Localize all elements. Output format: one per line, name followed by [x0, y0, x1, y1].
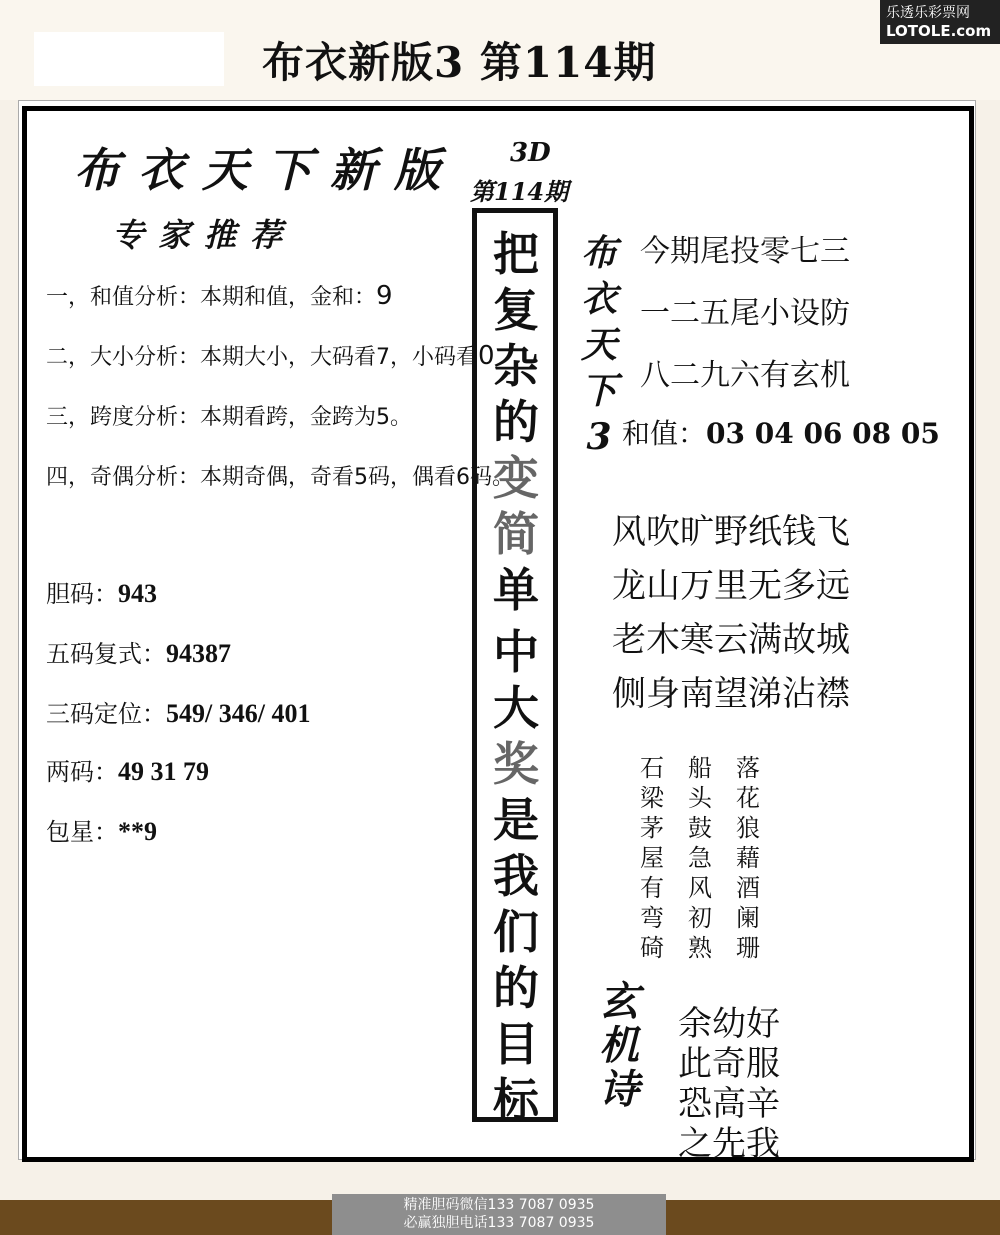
slogan-char: 变: [493, 451, 539, 505]
poem1-line: 一二五尾小设防: [640, 296, 850, 331]
buyi-char: 下: [580, 370, 617, 412]
grid-char: 落: [736, 754, 760, 782]
grid-char: 鼓: [688, 814, 712, 842]
grid-char: 碕: [640, 934, 664, 962]
slogan-char: 奖: [493, 737, 539, 791]
stat-value: 549/ 346/ 401: [166, 699, 311, 728]
analysis-text: 四，奇偶分析：本期奇偶，奇看5码，偶看6码。: [46, 465, 514, 490]
contact-phone: 必赢独胆电话133 7087 0935: [403, 1215, 595, 1231]
stat-value: **9: [118, 817, 157, 846]
poem2-line: 侧身南望涕沾襟: [612, 674, 850, 714]
grid-char: 有: [640, 874, 664, 902]
grid-char: 船: [688, 754, 712, 782]
grid-char: 酒: [736, 874, 760, 902]
poem1-line: 八二九六有玄机: [640, 358, 850, 393]
stat-value: 94387: [166, 639, 231, 668]
grid-row: [640, 898, 784, 932]
watermark-en: LOTOLE.com: [886, 22, 992, 40]
grid-char: 狼: [736, 814, 760, 842]
analysis-line-4: [46, 460, 514, 491]
buyi-char: 衣: [580, 278, 617, 320]
vertical-slogan: [486, 226, 546, 1128]
slogan-char: 的: [493, 961, 539, 1015]
grid-char: 梁: [640, 784, 664, 812]
label-3d: 3D: [510, 138, 551, 168]
analysis-line-3: [46, 400, 412, 431]
grid-char: 熟: [688, 934, 712, 962]
slogan-char: 大: [493, 681, 539, 735]
stat-label: 五码复式：: [46, 640, 166, 668]
char-grid: [640, 748, 784, 962]
grid-char: 藉: [736, 844, 760, 872]
grid-char: 珊: [736, 934, 760, 962]
stat-label: 三码定位：: [46, 700, 166, 728]
grid-row: [640, 838, 784, 872]
brush-subtitle: 专家推荐: [112, 216, 297, 254]
analysis-value: 9: [376, 281, 393, 311]
slogan-char: 单: [493, 563, 539, 617]
slogan-char: 杂: [493, 339, 539, 393]
slogan-char: 的: [493, 395, 539, 449]
slogan-char: 复: [493, 283, 539, 337]
buyi-char: 3: [586, 416, 612, 458]
stat-dan: [46, 574, 157, 609]
stat-value: 49 31 79: [118, 757, 209, 786]
blank-logo-area: [34, 32, 224, 86]
poem3-line: 恐高辛: [678, 1084, 780, 1124]
stat-label: 胆码：: [46, 580, 118, 608]
slogan-char: 简: [493, 507, 539, 561]
buyi-char: 天: [580, 324, 617, 366]
watermark-logo[interactable]: [880, 0, 1000, 44]
grid-row: [640, 748, 784, 782]
slogan-char: 目: [493, 1017, 539, 1071]
analysis-text: 二，大小分析：本期大小，大码看7，小码看: [46, 345, 478, 370]
stat-label: 包星：: [46, 818, 118, 846]
poem3-line: 余幼好: [678, 1004, 780, 1044]
grid-char: 弯: [640, 904, 664, 932]
grid-char: 茅: [640, 814, 664, 842]
contact-box: [332, 1194, 666, 1235]
xuanji-shi-label: [594, 980, 644, 1112]
grid-row: [640, 778, 784, 812]
poem2-line: 老木寒云满故城: [612, 620, 850, 660]
poem3-line: 之先我: [678, 1124, 780, 1164]
xuanji-char: 机: [599, 1022, 639, 1069]
stat-baoxing: [46, 812, 157, 847]
sum-values: [622, 412, 940, 452]
grid-row: [640, 808, 784, 842]
poem3-line: 此奇服: [678, 1044, 780, 1084]
watermark-cn: 乐透乐彩票网: [886, 5, 970, 21]
grid-char: 初: [688, 904, 712, 932]
stat-five-code: [46, 634, 231, 669]
slogan-char: 把: [493, 227, 539, 281]
grid-char: 头: [688, 784, 712, 812]
xuanji-char: 诗: [599, 1066, 639, 1113]
analysis-text: 三，跨度分析：本期看跨，金跨为5。: [46, 405, 412, 430]
stat-value: 943: [118, 579, 157, 608]
analysis-line-1: [46, 280, 393, 311]
slogan-char: 我: [493, 849, 539, 903]
grid-char: 石: [640, 754, 664, 782]
stat-three-code: [46, 694, 310, 729]
stat-label: 两码：: [46, 758, 118, 786]
analysis-text: 一，和值分析：本期和值，金和：: [46, 285, 377, 310]
grid-row: [640, 868, 784, 902]
brush-title: 布衣天下新版: [74, 143, 458, 197]
poem2-line: 风吹旷野纸钱飞: [612, 512, 850, 552]
grid-char: 风: [688, 874, 712, 902]
contact-wechat: 精准胆码微信133 7087 0935: [403, 1197, 595, 1213]
slogan-char: 是: [493, 793, 539, 847]
grid-char: 急: [688, 844, 712, 872]
page-title: 布衣新版3 第114期: [262, 38, 657, 87]
grid-char: 屋: [640, 844, 664, 872]
slogan-char: 们: [493, 905, 539, 959]
top-bar: [0, 0, 1000, 100]
analysis-line-2: [46, 340, 495, 371]
poem2-line: 龙山万里无多远: [612, 566, 850, 606]
poem1-line: 今期尾投零七三: [640, 234, 850, 269]
buyi-char: 布: [580, 232, 617, 274]
grid-char: 阑: [736, 904, 760, 932]
analysis-value: 0: [478, 341, 495, 371]
stat-two-code: [46, 752, 209, 787]
sum-label: 和值：: [622, 417, 707, 450]
grid-char: 花: [736, 784, 760, 812]
buyi-tianxia-3: [574, 230, 624, 460]
issue-number: 第114期: [470, 177, 569, 206]
grid-row: [640, 928, 784, 962]
xuanji-char: 玄: [599, 978, 639, 1025]
slogan-char: 中: [493, 625, 539, 679]
slogan-char: 标: [493, 1073, 539, 1127]
sum-value: 03 04 06 08 05: [706, 417, 940, 450]
